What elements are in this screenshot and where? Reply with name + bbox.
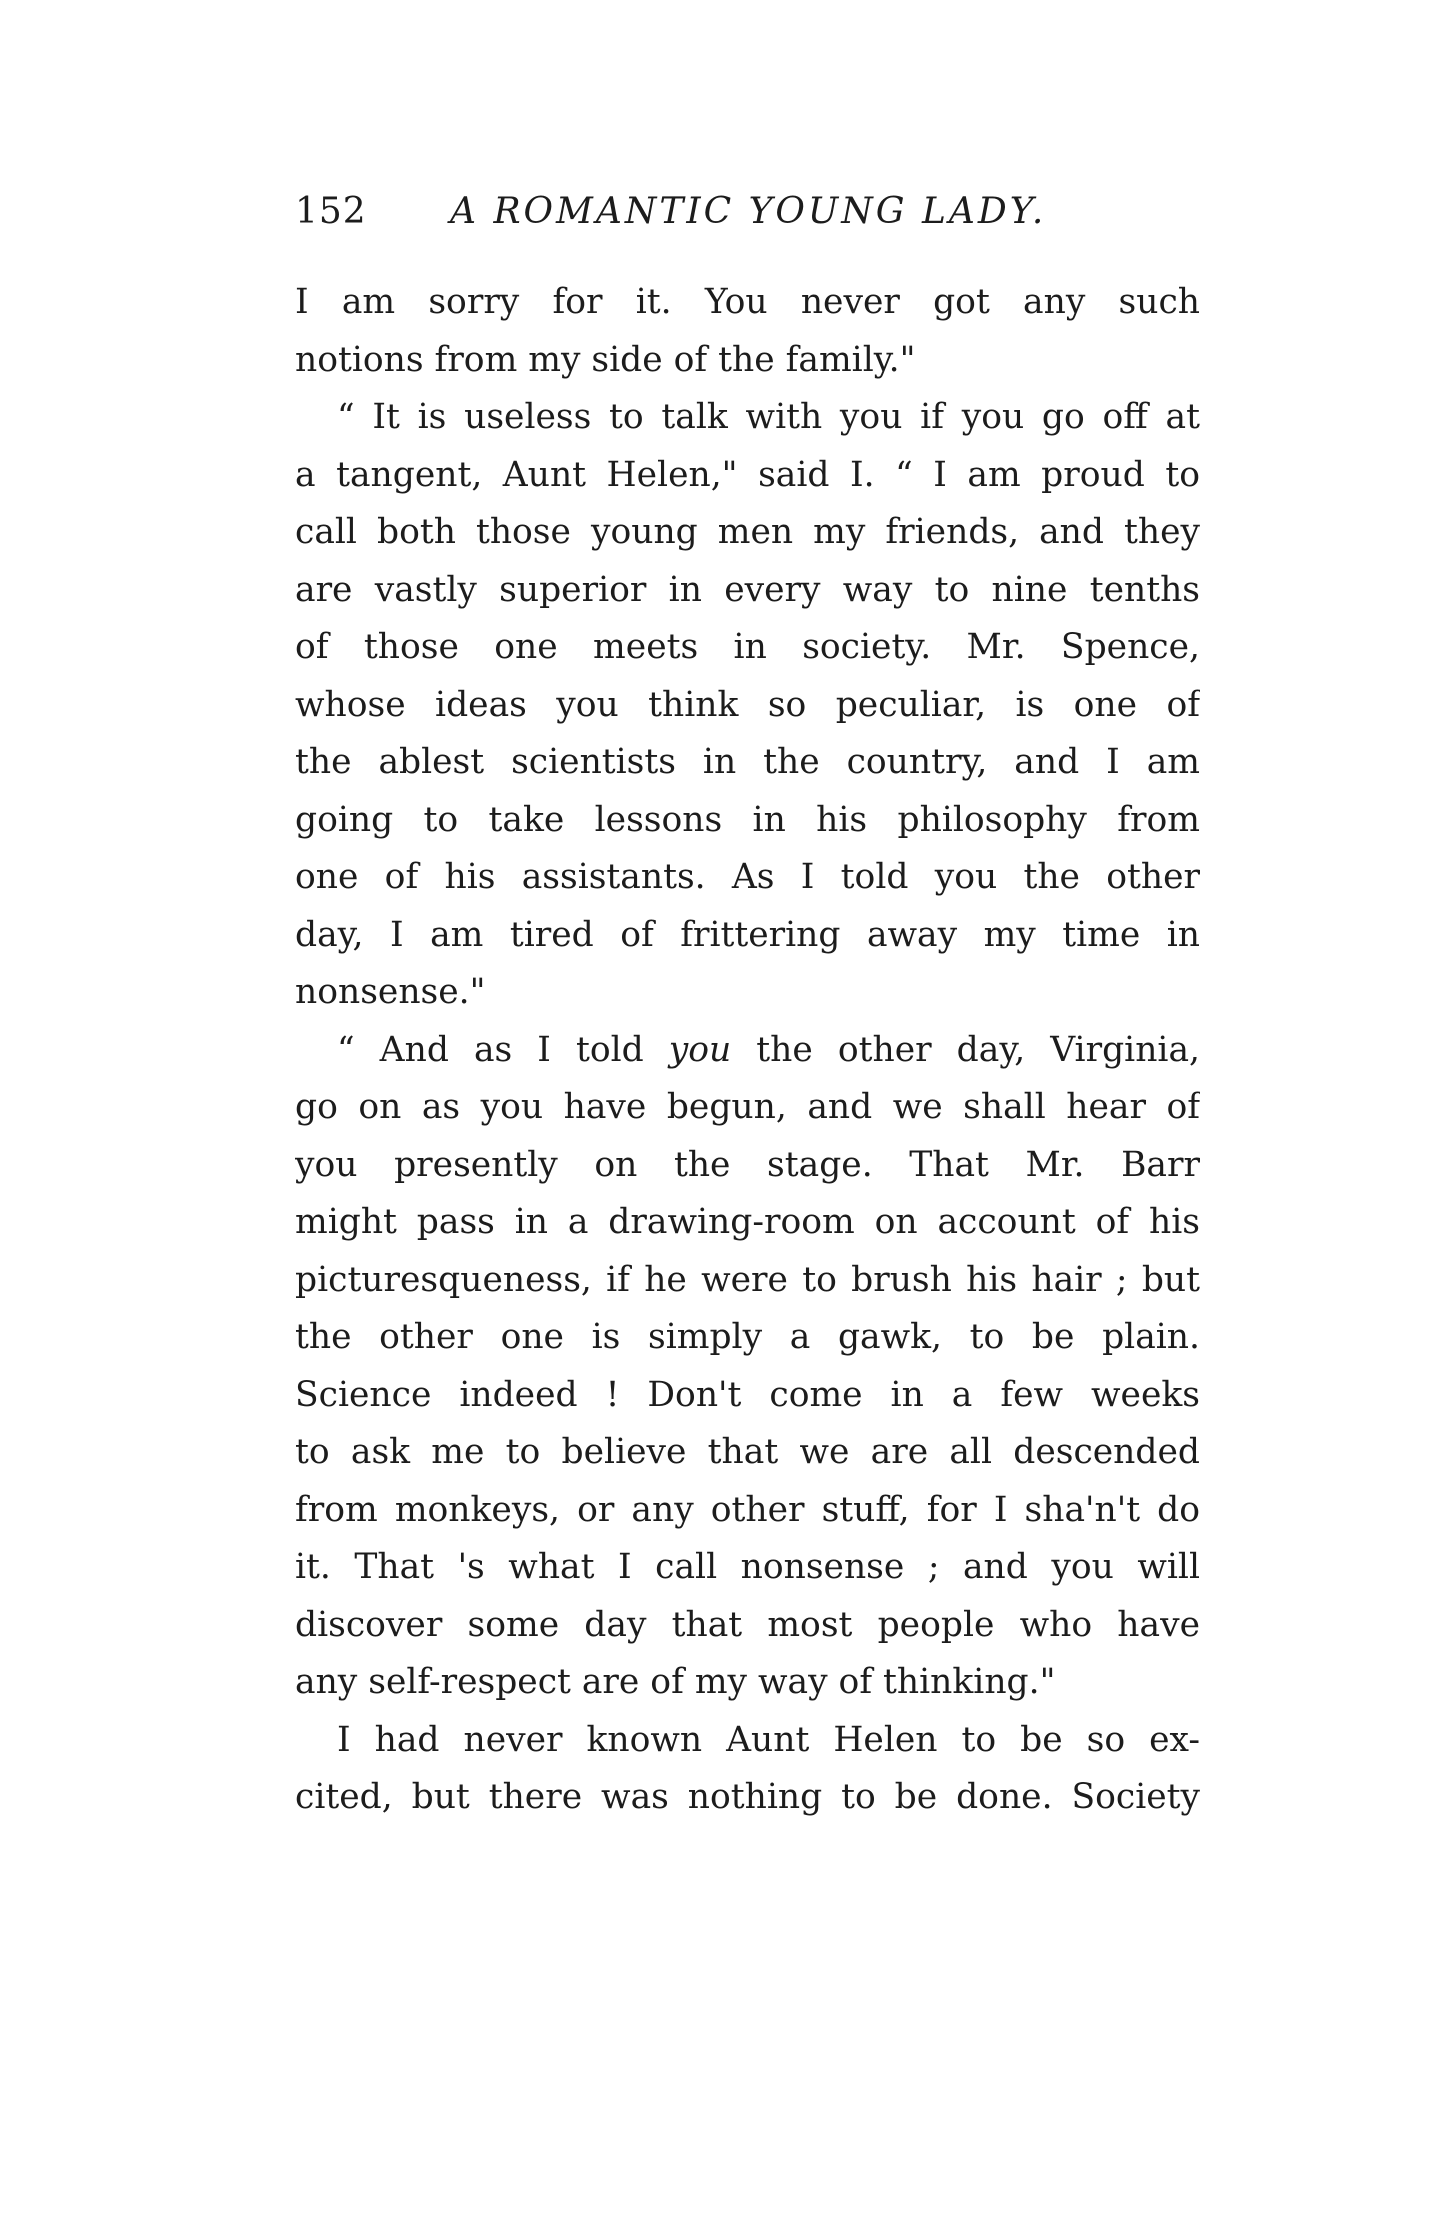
text-line: go on as you have begun, and we shall hear of — [295, 1087, 1200, 1127]
text-line: the ablest scientists in the country, and I am — [295, 742, 1200, 782]
text-line: call both those young men my friends, and they — [295, 512, 1200, 552]
text-line: I had never known Aunt Helen to be so ex- — [337, 1719, 1200, 1760]
text-line — [295, 1022, 1200, 1080]
body-text — [295, 274, 1200, 1827]
running-title: A ROMANTIC YOUNG LADY. — [450, 191, 1047, 232]
line-text-before: “ And as I told — [337, 1029, 669, 1070]
emphasis-word: you — [668, 1029, 732, 1070]
text-line: going to take lessons in his philosophy from — [295, 799, 1200, 840]
text-line: from monkeys, or any other stuff, for I sha'n't do — [295, 1489, 1200, 1530]
text-line: one of his assistants. As I told you the other — [295, 857, 1200, 897]
text-line: to ask me to believe that we are all descended — [295, 1432, 1200, 1472]
text-line: of those one meets in society. Mr. Spence, — [295, 627, 1200, 667]
text-line: nonsense." — [295, 972, 486, 1012]
text-line: “ It is useless to talk with you if you go off at — [337, 397, 1200, 437]
text-line: I am sorry for it. You never got any such — [295, 282, 1200, 322]
running-head — [295, 186, 1205, 238]
text-line: you presently on the stage. That Mr. Barr — [295, 1144, 1200, 1185]
text-line: discover some day that most people who have — [295, 1604, 1200, 1645]
page-number: 152 — [295, 191, 367, 232]
text-line: cited, but there was nothing to be done. Society — [295, 1777, 1200, 1817]
text-line: Science indeed ! Don't come in a few weeks — [295, 1374, 1200, 1415]
text-line: the other one is simply a gawk, to be plain. — [295, 1317, 1200, 1357]
text-line: a tangent, Aunt Helen," said I. “ I am proud to — [295, 454, 1200, 495]
text-line: whose ideas you think so peculiar, is one of — [295, 684, 1200, 725]
text-line: any self-respect are of my way of thinking." — [295, 1662, 1056, 1702]
text-line: day, I am tired of frittering away my time in — [295, 914, 1200, 955]
text-line: picturesqueness, if he were to brush his hair ; but — [295, 1259, 1200, 1300]
text-line: notions from my side of the family." — [295, 339, 916, 380]
text-line: might pass in a drawing-room on account of his — [295, 1202, 1200, 1242]
line-text-after: the other day, Virginia, — [731, 1029, 1200, 1070]
text-line: are vastly superior in every way to nine tenths — [295, 569, 1200, 610]
text-line: it. That 's what I call nonsense ; and you will — [295, 1547, 1200, 1587]
